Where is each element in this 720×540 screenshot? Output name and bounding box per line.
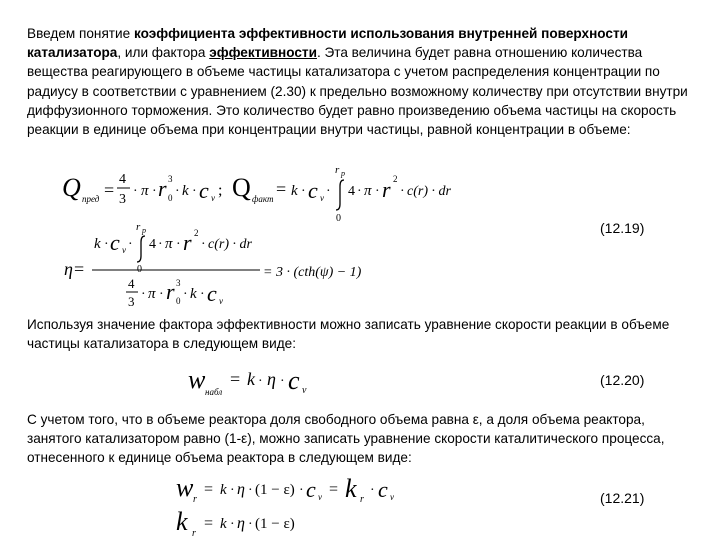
equation-number-12-20: (12.20) bbox=[600, 372, 645, 388]
dot-operator: · bbox=[370, 483, 375, 498]
q-subscript-fakt: факт bbox=[252, 194, 274, 204]
cth-expression: = 3 · (cth(ψ) − 1) bbox=[263, 265, 362, 280]
intro-paragraph bbox=[27, 24, 697, 139]
reactor-paragraph: С учетом того, что в объеме реактора доля свободного объема равна ε, а доля объема реактора, занятого катализатором равно (1-ε), можно записать уравнение скорости каталитического процесса, отнесенного к единице объема реактора в следующем виде: bbox=[27, 412, 665, 466]
one-minus-epsilon: (1 − ε) bbox=[255, 482, 295, 498]
k-symbol: k bbox=[190, 286, 197, 302]
equals-sign: = bbox=[276, 179, 287, 199]
r-superscript-2: 2 bbox=[194, 228, 199, 238]
dot-operator: · bbox=[128, 237, 133, 252]
integral-upper-r: r bbox=[136, 221, 141, 233]
dot-operator: · bbox=[230, 517, 235, 532]
dot-operator: · bbox=[201, 237, 206, 252]
integral-sign bbox=[336, 180, 344, 210]
k-symbol: k bbox=[220, 516, 227, 532]
c-symbol: c bbox=[308, 178, 318, 203]
w-subscript-nabl: набл bbox=[205, 387, 223, 397]
c-subscript-v: v bbox=[318, 492, 322, 502]
k-subscript-r: r bbox=[192, 528, 196, 539]
fraction-denominator: 3 bbox=[119, 192, 126, 207]
dot-operator: · bbox=[299, 483, 304, 498]
k-symbol: k bbox=[182, 183, 189, 199]
eta-symbol: η bbox=[267, 369, 276, 389]
equals-sign: = bbox=[329, 481, 339, 498]
c-subscript-v: v bbox=[122, 245, 126, 255]
dot-operator: · bbox=[176, 237, 181, 252]
q-subscript-pred: пред bbox=[82, 194, 100, 204]
c-of-r-dr: c(r) · dr bbox=[407, 184, 451, 199]
equation-q-fakt bbox=[232, 164, 451, 224]
c-symbol: c bbox=[199, 178, 209, 203]
r-subscript-0: 0 bbox=[168, 193, 173, 203]
equals-sign: = bbox=[204, 481, 214, 498]
r-symbol: r bbox=[382, 177, 391, 202]
dot-operator: · bbox=[200, 287, 205, 302]
usage-paragraph: Используя значение фактора эффективности можно записать уравнение скорости реакции в объеме частицы катализатора в следующем виде: bbox=[27, 317, 670, 352]
equation-number-12-19: (12.19) bbox=[600, 220, 645, 236]
dot-operator: · bbox=[357, 184, 362, 199]
eta-symbol: η bbox=[237, 481, 245, 498]
one-minus-epsilon: (1 − ε) bbox=[255, 516, 295, 532]
dot-operator: · bbox=[230, 483, 235, 498]
equation-w-nabl bbox=[188, 365, 307, 397]
c-subscript-v: v bbox=[211, 193, 215, 203]
fraction-numerator: 4 bbox=[119, 172, 126, 187]
dot-operator: · bbox=[183, 287, 188, 302]
integral-upper-r: r bbox=[335, 164, 340, 176]
fraction-numerator: 4 bbox=[128, 276, 135, 291]
r-symbol: r bbox=[158, 176, 167, 201]
c-subscript-v: v bbox=[320, 193, 324, 203]
r-symbol: r bbox=[166, 279, 175, 304]
dot-operator: · bbox=[280, 374, 285, 389]
fraction-denominator: 3 bbox=[128, 294, 135, 309]
k-symbol: k bbox=[94, 236, 101, 252]
r-subscript-0: 0 bbox=[176, 296, 181, 306]
integral-lower-0: 0 bbox=[336, 213, 341, 224]
dot-operator: · bbox=[104, 237, 109, 252]
q-symbol: Q bbox=[62, 173, 81, 202]
equation-k-r bbox=[176, 507, 295, 539]
k-symbol: k bbox=[176, 507, 188, 536]
pi-symbol: π bbox=[165, 236, 173, 252]
dot-operator: · bbox=[301, 184, 306, 199]
r-superscript-3: 3 bbox=[168, 174, 173, 184]
c-subscript-v: v bbox=[390, 492, 394, 502]
r-superscript-3: 3 bbox=[176, 278, 181, 288]
intro-text-2: , или фактора bbox=[117, 45, 210, 61]
c-symbol: c bbox=[110, 230, 120, 255]
integral-upper-sub-p: p bbox=[142, 226, 146, 235]
r-superscript-2: 2 bbox=[393, 174, 398, 184]
term-efficiency-coefficient: коэффициента эффективности использования внутренней поверхности катализатора bbox=[27, 26, 628, 61]
r-symbol: r bbox=[183, 230, 192, 255]
dot-operator: · bbox=[192, 184, 197, 199]
equation-number-12-21: (12.21) bbox=[600, 490, 645, 506]
w-subscript-r: r bbox=[193, 494, 197, 505]
c-symbol: c bbox=[378, 477, 388, 502]
q-symbol: Q bbox=[232, 173, 251, 202]
intro-text-3: . Эта величина будет равна отношению количества вещества реагирующего в объеме частицы катализатора с учетом распределения концентрации по радиусу в соответствии с уравнением (2.30) к предельно возможному количеству при отсутствии внутри диффузионного торможения. Это количество будет равно произведению объема частицы на скорость реакции в единице объема при концентрации внутри частицы, равной концентрации в объеме: bbox=[27, 45, 688, 138]
dot-operator: · bbox=[258, 374, 263, 389]
intro-text-1: Введем понятие bbox=[27, 26, 134, 41]
c-symbol: c bbox=[207, 281, 217, 306]
k-symbol: k bbox=[247, 369, 255, 389]
equals-sign: = bbox=[204, 515, 214, 532]
dot-operator: · bbox=[248, 517, 253, 532]
four-coefficient: 4 bbox=[348, 184, 355, 199]
dot-operator: · bbox=[326, 184, 331, 199]
pi-symbol: π bbox=[141, 183, 149, 199]
equals-sign: = bbox=[230, 369, 241, 389]
pi-symbol: π bbox=[148, 286, 156, 302]
equation-q-pred bbox=[62, 172, 222, 207]
integral-lower-0: 0 bbox=[137, 264, 142, 275]
dot-operator: · bbox=[141, 287, 146, 302]
term-efficiency-factor: эффективности bbox=[209, 45, 317, 61]
semicolon: ; bbox=[218, 182, 223, 199]
dot-operator: · bbox=[175, 184, 180, 199]
dot-operator: · bbox=[159, 287, 164, 302]
c-of-r-dr: c(r) · dr bbox=[208, 237, 252, 252]
k-subscript-r: r bbox=[360, 494, 364, 505]
k-symbol: k bbox=[291, 183, 298, 199]
integral-upper-sub-p: p bbox=[341, 169, 345, 178]
eta-symbol: η bbox=[64, 259, 73, 279]
w-symbol: w bbox=[176, 473, 194, 502]
integral-sign bbox=[137, 236, 145, 262]
c-symbol: c bbox=[306, 477, 316, 502]
dot-operator: · bbox=[248, 483, 253, 498]
dot-operator: · bbox=[152, 184, 157, 199]
k-symbol: k bbox=[345, 474, 357, 503]
equation-eta bbox=[64, 221, 362, 309]
four-coefficient: 4 bbox=[149, 237, 156, 252]
w-symbol: w bbox=[188, 365, 206, 394]
equals-sign: = bbox=[74, 259, 85, 279]
c-subscript-v: v bbox=[302, 385, 307, 396]
eta-symbol: η bbox=[237, 515, 245, 532]
dot-operator: · bbox=[133, 184, 138, 199]
pi-symbol: π bbox=[364, 183, 372, 199]
c-subscript-v: v bbox=[219, 296, 223, 306]
equation-w-r bbox=[176, 473, 394, 505]
dot-operator: · bbox=[375, 184, 380, 199]
dot-operator: · bbox=[158, 237, 163, 252]
c-symbol: c bbox=[288, 366, 300, 395]
k-symbol: k bbox=[220, 482, 227, 498]
dot-operator: · bbox=[400, 184, 405, 199]
equals-sign: = bbox=[104, 180, 115, 200]
